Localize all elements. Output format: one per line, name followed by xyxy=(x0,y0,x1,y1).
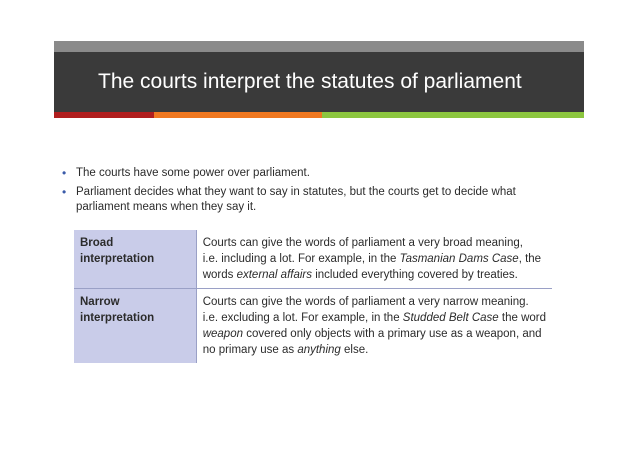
definition-line: words external affairs included everything covered by treaties. xyxy=(202,269,518,281)
definition-line: i.e. including a lot. For example, in the Tasmanian Dams Case, the xyxy=(202,253,542,265)
definition-line: Courts can give the words of parliament a very broad meaning, xyxy=(202,237,523,249)
case-name: Tasmanian Dams Case xyxy=(399,253,519,265)
definition-line: i.e. excluding a lot. For example, in the Studded Belt Case the word xyxy=(202,312,546,324)
bullet-dot-icon: • xyxy=(62,166,67,180)
table-row xyxy=(74,230,552,289)
bullet-text: Parliament decides what they want to say in statutes, but the courts get to decide what parliament means when they say it. xyxy=(76,186,516,213)
slide-title: The courts interpret the statutes of parliament xyxy=(98,70,522,93)
case-name: Studded Belt Case xyxy=(402,312,499,324)
emphasis-term: weapon xyxy=(202,328,243,340)
title-bar-top-band xyxy=(54,41,584,52)
bullet-item xyxy=(62,185,562,215)
title-bar xyxy=(54,52,584,112)
definition-cell xyxy=(196,230,552,289)
bullet-dot-icon: • xyxy=(62,185,67,199)
definition-line: no primary use as anything else. xyxy=(202,344,369,356)
accent-stripe-orange xyxy=(154,112,322,118)
term-cell: Broad interpretation xyxy=(74,230,196,289)
emphasis-term: external affairs xyxy=(236,269,313,281)
emphasis-term: anything xyxy=(297,344,341,356)
bullet-text: The courts have some power over parliament. xyxy=(76,167,310,179)
term-cell: Narrow interpretation xyxy=(74,289,196,364)
table-row xyxy=(74,289,552,364)
definition-line: weapon covered only objects with a primary use as a weapon, and xyxy=(202,328,542,340)
accent-stripe-green xyxy=(322,112,584,118)
definition-cell xyxy=(196,289,552,364)
accent-stripe-red xyxy=(54,112,154,118)
definition-line: Courts can give the words of parliament a very narrow meaning. xyxy=(202,296,529,308)
interpretation-table xyxy=(74,230,552,363)
bullet-list xyxy=(62,166,562,219)
bullet-item xyxy=(62,166,562,181)
